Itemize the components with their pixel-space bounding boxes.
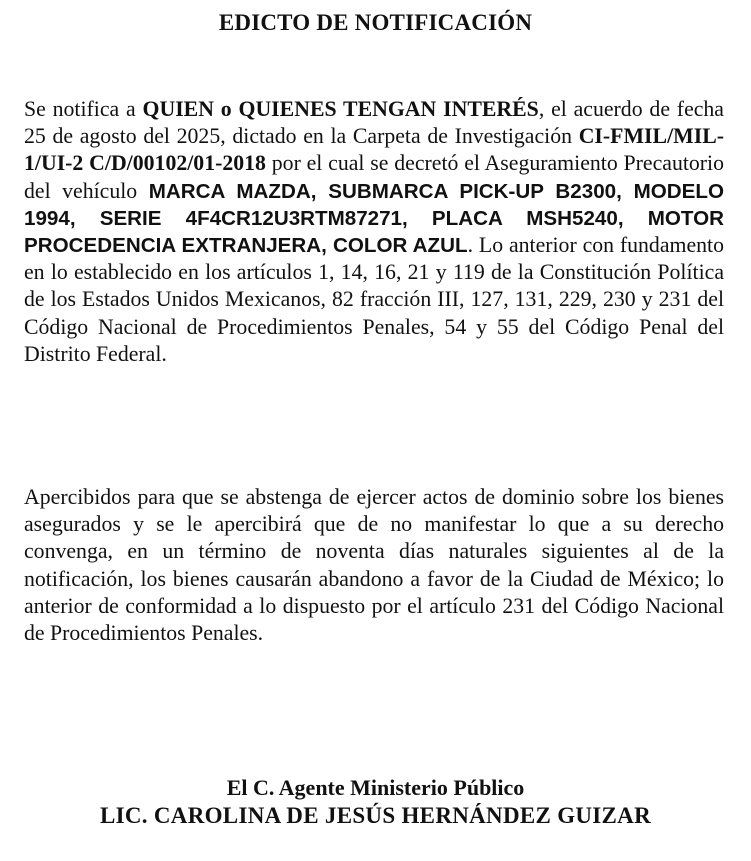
warning-paragraph: Apercibidos para que se abstenga de ejercer actos de dominio sobre los bienes asegurados y se le apercibirá que de no manifestar lo que a su derecho convenga, en un término de noventa días naturales siguientes al de la notificación, los bienes causarán abandono a favor de la Ciudad de México; lo anterior de conformidad a lo dispuesto por el artículo 231 del Código Nacional de Procedimientos Penales.	[24, 485, 724, 646]
paragraph-text-b: por el cual se decretó el Aseguramiento Precautorio del vehículo	[24, 151, 725, 203]
paragraph-intro: Se notifica a	[24, 97, 143, 121]
vehicle-description: MARCA MAZDA, SUBMARCA PICK-UP B2300, MODELO 1994, SERIE 4F4CR12U3RTM87271, PLACA MSH5240, MOTOR PROCEDENCIA EXTRANJERA, COLOR AZUL	[24, 179, 724, 258]
notification-paragraph	[24, 96, 724, 368]
case-number: CI-FMIL/MIL-1/UI-2 C/D/00102/01-2018	[24, 124, 724, 176]
signature-role: El C. Agente Ministerio Público	[226, 775, 525, 800]
document-title: EDICTO DE NOTIFICACIÓN	[218, 10, 533, 35]
addressee: QUIEN o QUIENES TENGAN INTERÉS	[142, 97, 539, 121]
signature-name: LIC. CAROLINA DE JESÚS HERNÁNDEZ GUIZAR	[99, 803, 652, 828]
paragraph-text-c: . Lo anterior con fundamento en lo establecido en los artículos 1, 14, 16, 21 y 119 de la Constitución Política de los Estados Unidos Mexicanos, 82 fracción III, 127, 131, 229, 230 y 231 del Código Nacional de Procedimientos Penales, 54 y 55 del Código Penal del Distrito Federal.	[24, 233, 724, 366]
paragraph-text-a: , el acuerdo de fecha 25 de agosto del 2025, dictado en la Carpeta de Investigación	[24, 97, 724, 149]
